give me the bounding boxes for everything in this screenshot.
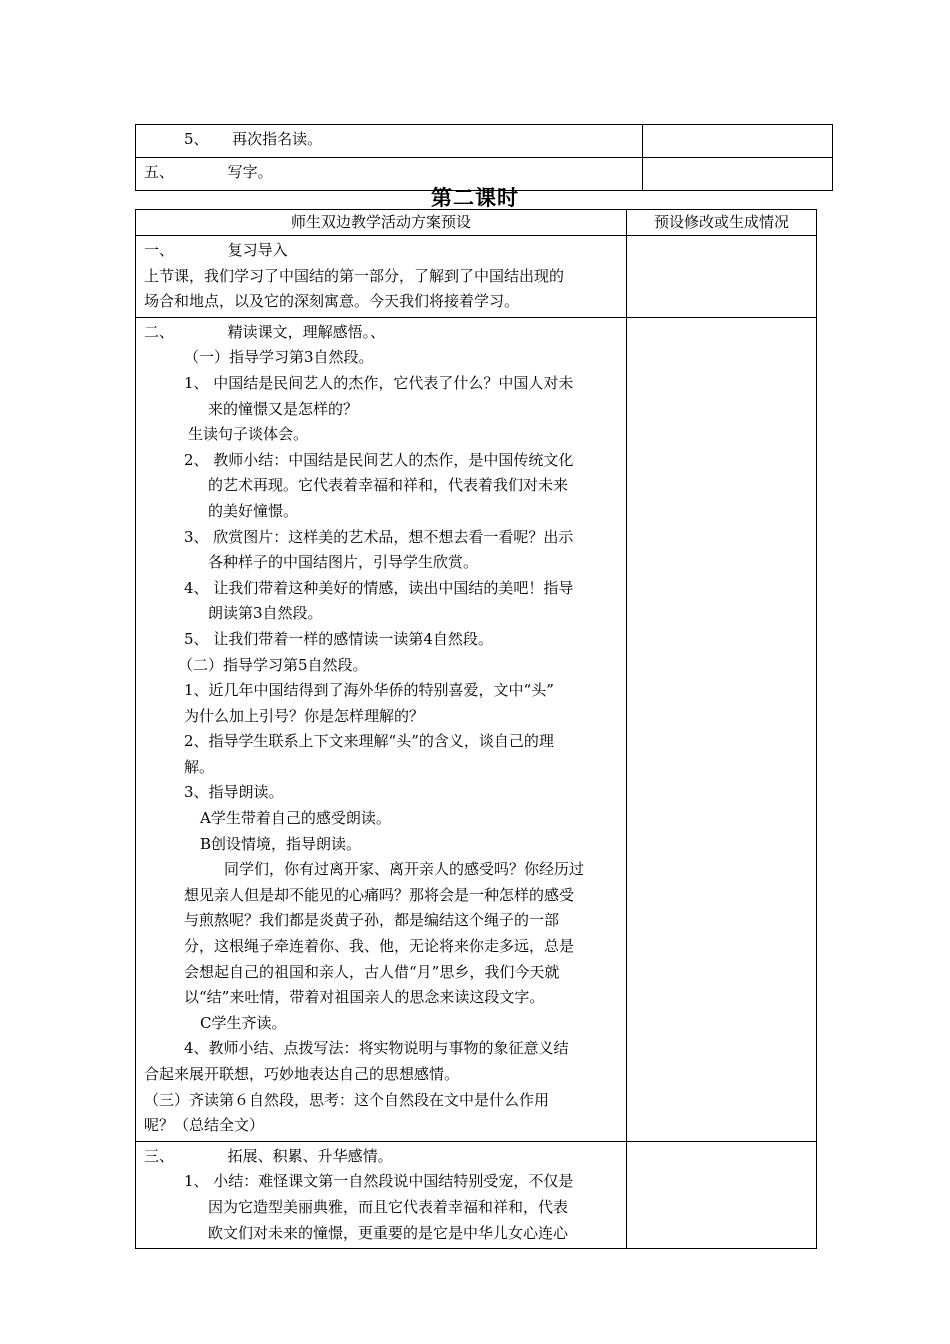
section-number: 五、: [144, 163, 175, 181]
paragraph-line: （三）齐读第６自然段，思考：这个自然段在文中是什么作用: [144, 1090, 550, 1109]
row-cell-right: [643, 125, 833, 158]
paragraph-line: C学生齐读。: [200, 1013, 287, 1032]
section-number: 二、: [144, 322, 175, 341]
lesson-table: [135, 209, 817, 1249]
paragraph-line: A学生带着自己的感受朗读。: [200, 809, 391, 828]
table-row: [136, 317, 817, 1141]
table-row: [136, 1141, 817, 1248]
paragraph-line: 的艺术再现。它代表着幸福和祥和，代表着我们对未来: [208, 476, 569, 495]
block-close-reading: [136, 317, 627, 1141]
paragraph-line: 为什么加上引号？你是怎样理解的？: [184, 706, 425, 725]
paragraph-line: 会想起自己的祖国和亲人，古人借“月”思乡，我们今天就: [184, 962, 560, 981]
paragraph-line: 5、 让我们带着一样的感情读一读第4自然段。: [184, 629, 493, 648]
paragraph-line: 朗读第3自然段。: [208, 604, 323, 623]
section-heading: 精读课文，理解感悟。、: [227, 322, 386, 341]
section-title: 第二课时: [431, 185, 519, 210]
paragraph-line: 想见亲人但是却不能见的心痛吗？那将会是一种怎样的感受: [184, 885, 575, 904]
paragraph-line: 4、 让我们带着这种美好的情感，读出中国结的美吧！指导: [184, 578, 574, 597]
paragraph-line: 合起来展开联想，巧妙地表达自己的思想感情。: [144, 1065, 460, 1083]
table-header-row: [136, 210, 817, 236]
notes-cell: [627, 317, 817, 1141]
notes-cell: [627, 1141, 817, 1248]
table-row: [136, 125, 833, 158]
paragraph-line: 2、指导学生联系上下文来理解“头”的含义，谈自己的理: [184, 732, 554, 751]
paragraph-line: 因为它造型美丽典雅，而且它代表着幸福和祥和，代表: [208, 1197, 569, 1216]
paragraph-line: 1、近几年中国结得到了海外华侨的特别喜爱，文中“头”: [184, 681, 554, 700]
section-heading: 复习导入: [227, 241, 288, 259]
subheading: （一）指导学习第3自然段。: [184, 348, 374, 367]
paragraph-line: 3、 欣赏图片：这样美的艺术品，想不想去看一看呢？出示: [184, 527, 574, 546]
paragraph-line: 2、 教师小结：中国结是民间艺人的杰作，是中国传统文化: [184, 450, 574, 469]
block-extension: [136, 1141, 627, 1248]
top-table: [135, 124, 833, 191]
section-number: 一、: [144, 241, 175, 259]
paragraph-line: 3、指导朗读。: [184, 783, 284, 802]
paragraph-line: 生读句子谈体会。: [188, 425, 309, 444]
paragraph-line: 来的憧憬又是怎样的？: [208, 399, 359, 418]
paragraph-line: 欧文们对未来的憧憬，更重要的是它是中华儿女心连心: [208, 1223, 569, 1242]
paragraph-line: 的美好憧憬。: [208, 501, 299, 520]
header-left: 师生双边教学活动方案预设: [136, 210, 627, 236]
paragraph-line: 分，这根绳子牵连着你、我、他，无论将来你走多远，总是: [184, 937, 575, 956]
paragraph-line: 同学们，你有过离开家、离开亲人的感受吗？你经历过: [224, 860, 585, 879]
item-number: 5、: [184, 130, 209, 148]
paragraph-line: B创设情境，指导朗读。: [200, 834, 362, 853]
paragraph-line: 4、教师小结、点拨写法：将实物说明与事物的象征意义结: [184, 1039, 569, 1058]
paragraph-line: 1、 小结：难怪课文第一自然段说中国结特别受宠，不仅是: [184, 1172, 574, 1191]
paragraph-line: 上节课，我们学习了中国结的第一部分，了解到了中国结出现的: [144, 266, 565, 285]
section-number: 三、: [144, 1146, 175, 1165]
block-review: [136, 236, 627, 318]
subheading: （二）指导学习第5自然段。: [178, 655, 368, 674]
paragraph-line: 1、 中国结是民间艺人的杰作，它代表了什么？中国人对未: [184, 373, 574, 392]
item-text: 再次指名读。: [232, 130, 323, 148]
paragraph-line: 与煎熬呢？我们都是炎黄子孙，都是编结这个绳子的一部: [184, 911, 560, 930]
paragraph-line: 以“结”来吐情，带着对祖国亲人的思念来读这段文字。: [184, 988, 545, 1007]
table-row: [136, 236, 817, 318]
paragraph-line: 场合和地点，以及它的深刻寓意。今天我们将接着学习。: [144, 292, 520, 311]
section-heading: 拓展、积累、升华感情。: [227, 1146, 393, 1165]
notes-cell: [627, 236, 817, 318]
section-text: 写字。: [227, 163, 273, 181]
paragraph-line: 解。: [184, 757, 215, 776]
paragraph-line: 各种样子的中国结图片，引导学生欣赏。: [208, 553, 479, 572]
row-cell-left: [136, 125, 643, 158]
header-right: 预设修改或生成情况: [627, 210, 817, 236]
paragraph-line: 呢？（总结全文）: [144, 1116, 265, 1135]
